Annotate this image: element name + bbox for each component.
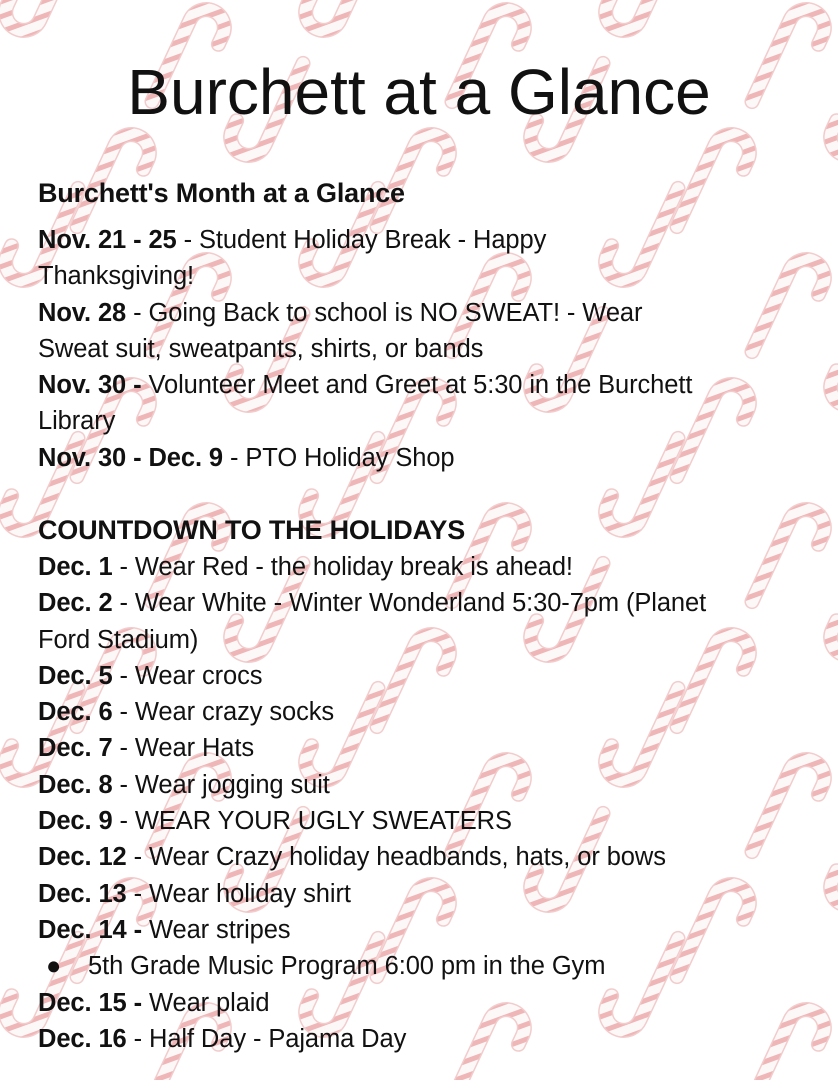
bullet-icon: ●: [46, 952, 62, 981]
countdown-event-list: [38, 549, 828, 1057]
event-date: Dec. 5: [38, 661, 113, 690]
event-line: [38, 440, 828, 476]
event-date: Nov. 30 -: [38, 371, 142, 400]
event-text: Thanksgiving!: [38, 262, 195, 291]
candy-cane-icon: [300, 0, 378, 36]
event-text: Volunteer Meet and Greet at 5:30 in the Burchett: [148, 371, 693, 400]
candy-cane-icon: [0, 0, 78, 36]
event-separator: -: [112, 807, 135, 836]
event-date: Nov. 21 - 25: [38, 226, 177, 254]
event-line: [38, 295, 828, 331]
event-date: Dec. 8: [38, 770, 113, 799]
event-line: [38, 258, 828, 294]
event-date: Dec. 12: [38, 843, 127, 872]
event-line: [38, 912, 828, 948]
event-date: Dec. 6: [38, 698, 113, 727]
event-separator: -: [112, 589, 135, 618]
event-separator: -: [176, 226, 200, 254]
event-line: [38, 694, 828, 730]
event-text: Wear holiday shirt: [149, 879, 351, 908]
event-text: Wear plaid: [149, 988, 270, 1017]
event-line: [38, 367, 828, 403]
event-line: [38, 658, 828, 694]
event-line: [38, 403, 828, 439]
event-separator: -: [112, 698, 135, 727]
event-line: [38, 985, 828, 1021]
candy-cane-icon: [600, 0, 678, 36]
event-text: 5th Grade Music Program 6:00 pm in the Gym: [88, 952, 606, 981]
event-text: Half Day - Pajama Day: [149, 1024, 407, 1053]
event-date: Dec. 15 -: [38, 988, 142, 1017]
event-separator: -: [126, 843, 149, 872]
event-separator: -: [126, 1024, 149, 1053]
event-separator: -: [112, 661, 135, 690]
event-separator: -: [126, 879, 149, 908]
event-text: Wear Crazy holiday headbands, hats, or bows: [149, 843, 666, 872]
event-separator: -: [112, 770, 135, 799]
event-date: Dec. 14 -: [38, 915, 142, 944]
countdown-heading: COUNTDOWN TO THE HOLIDAYS: [38, 515, 466, 545]
event-line: [38, 839, 828, 875]
event-line: [38, 803, 828, 839]
event-line: [38, 622, 828, 658]
event-separator: [142, 989, 149, 1017]
event-text: Wear Hats: [134, 734, 254, 763]
event-text: Wear Red - the holiday break is ahead!: [134, 553, 573, 581]
event-text: PTO Holiday Shop: [245, 443, 455, 472]
event-line: [38, 549, 828, 585]
event-date: Dec. 1: [38, 553, 113, 581]
event-text: Going Back to school is NO SWEAT! - Wear: [148, 298, 643, 327]
event-date: Dec. 13: [38, 879, 127, 908]
event-separator: -: [112, 734, 135, 763]
event-date: Dec. 16: [38, 1024, 127, 1053]
event-line: [38, 876, 828, 912]
event-text: Wear jogging suit: [134, 770, 330, 799]
event-date: Dec. 2: [38, 589, 113, 618]
month-heading: Burchett's Month at a Glance: [38, 178, 405, 208]
event-line: [38, 730, 828, 766]
event-text: Wear stripes: [149, 915, 291, 944]
event-date: Dec. 7: [38, 734, 113, 763]
event-separator: [142, 916, 149, 944]
event-separator: -: [126, 298, 149, 327]
event-text: Wear crazy socks: [134, 698, 335, 727]
event-line: [38, 222, 828, 258]
event-line: [38, 331, 828, 367]
event-date: Nov. 28: [38, 298, 127, 327]
event-separator: [142, 371, 149, 399]
event-text: WEAR YOUR UGLY SWEATERS: [134, 807, 512, 836]
page-title: Burchett at a Glance: [127, 56, 711, 128]
event-text: Wear crocs: [134, 661, 263, 690]
event-text: Sweat suit, sweatpants, shirts, or bands: [38, 334, 484, 363]
event-text: Ford Stadium): [38, 625, 199, 654]
event-line: [38, 767, 828, 803]
event-line: [38, 585, 828, 621]
event-text: Wear White - Winter Wonderland 5:30-7pm (Planet: [134, 589, 707, 618]
event-text: Library: [38, 407, 116, 436]
event-date: Nov. 30 - Dec. 9: [38, 443, 224, 472]
event-text: Student Holiday Break - Happy: [199, 226, 547, 254]
event-line: [38, 1021, 828, 1057]
month-event-list: [38, 222, 828, 476]
event-separator: -: [223, 443, 246, 472]
event-separator: -: [112, 553, 135, 581]
event-line: [38, 948, 828, 984]
event-date: Dec. 9: [38, 807, 113, 836]
